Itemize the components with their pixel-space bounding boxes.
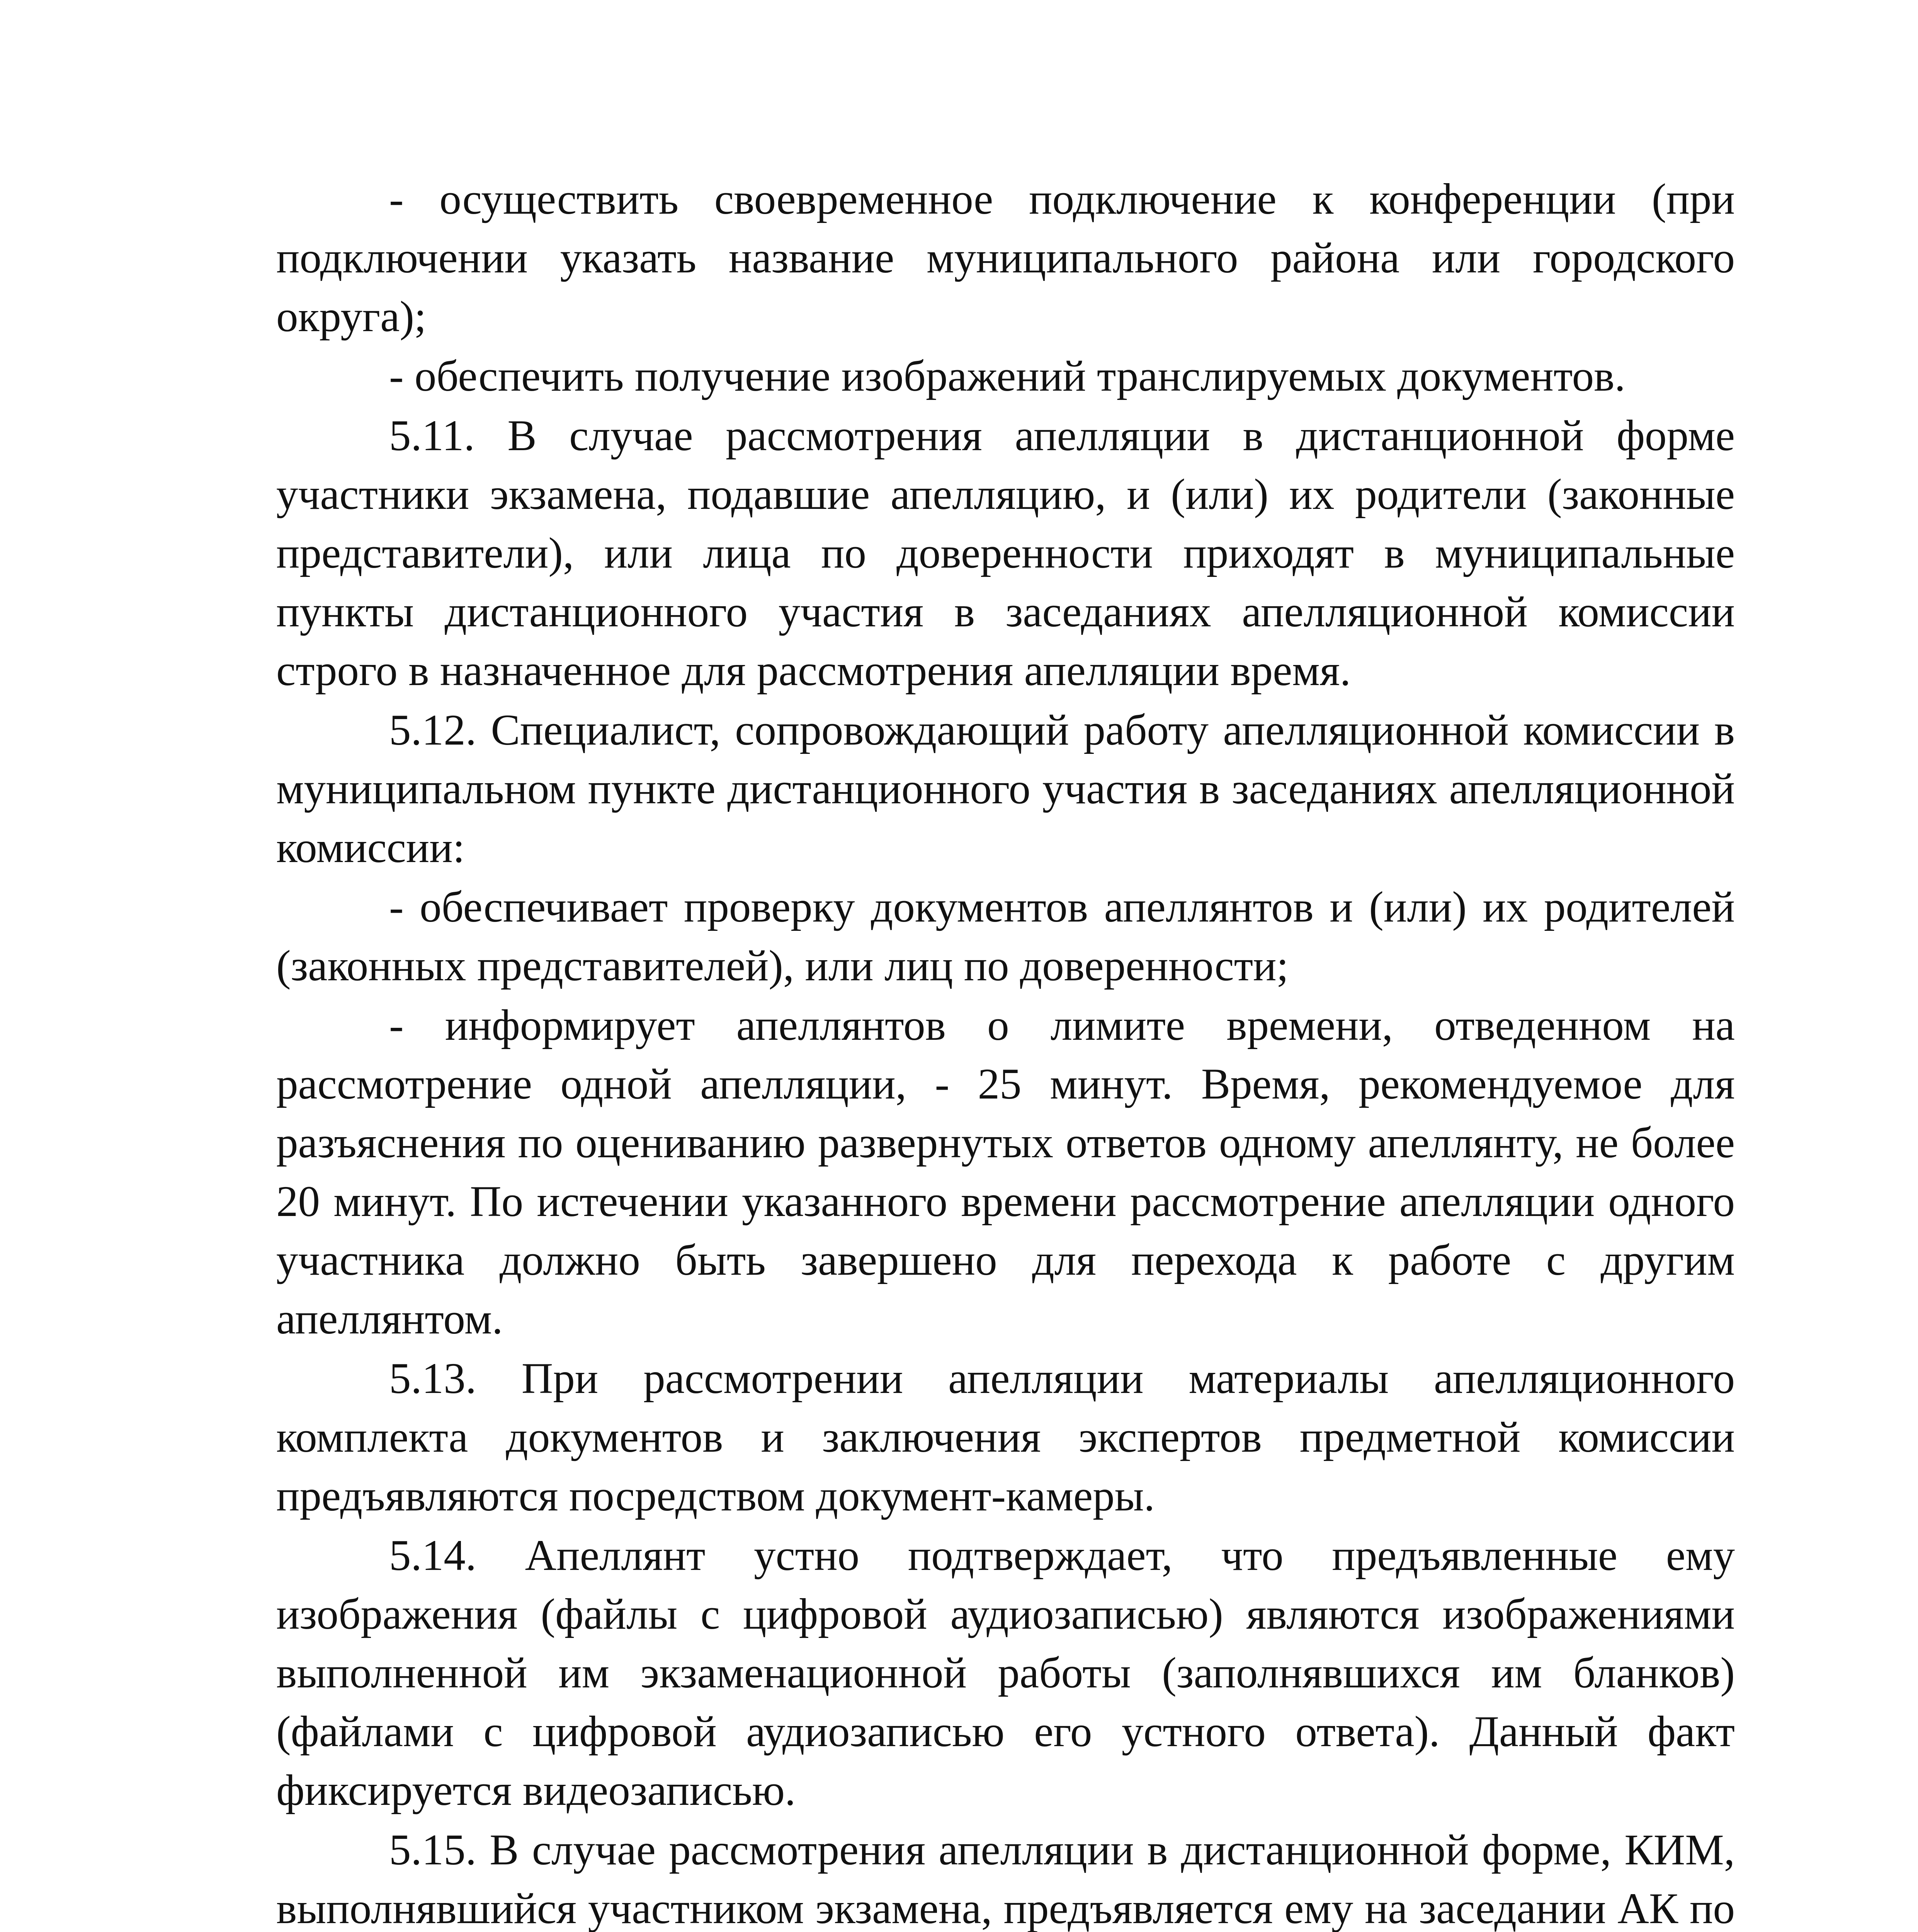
paragraph-5-14: 5.14. Апеллянт устно подтверждает, что предъявленные ему изображения (файлы с цифровой аудиозаписью) являются изображениями выполненной им экзаменационной работы (заполнявшихся им бланков) (файлами с цифровой аудиозаписью его устного ответа). Данный факт фиксируется видеозаписью. bbox=[276, 1531, 1735, 1815]
paragraph-5-13: 5.13. При рассмотрении апелляции материалы апелляционного комплекта документов и заключения экспертов предметной комиссии предъявляются посредством документ-камеры. bbox=[276, 1354, 1735, 1520]
paragraph-time-limit: - информирует апеллянтов о лимите времени, отведенном на рассмотрение одной апелляции, - 25 минут. Время, рекомендуемое для разъяснения по оцениванию развернутых ответов одному апеллянту, не более 20 минут. По истечении указанного времени рассмотрение апелляции одного участника должно быть завершено для перехода к работе с другим апеллянтом. bbox=[276, 1001, 1735, 1343]
paragraph-5-11: 5.11. В случае рассмотрения апелляции в дистанционной форме участники экзамена, подавшие апелляцию, и (или) их родители (законные представители), или лица по доверенности приходят в муниципальные пункты дистанционного участия в заседаниях апелляционной комиссии строго в назначенное для рассмотрения апелляции время. bbox=[276, 412, 1735, 695]
paragraph-document-check: - обеспечивает проверку документов апеллянтов и (или) их родителей (законных представителей), или лиц по доверенности; bbox=[276, 883, 1735, 990]
paragraph-conference-connection: - осуществить своевременное подключение к конференции (при подключении указать название муниципального района или городского округа); bbox=[276, 175, 1735, 341]
paragraph-5-15: 5.15. В случае рассмотрения апелляции в дистанционной форме, КИМ, выполнявшийся участником экзамена, предъявляется ему на заседании АК по bbox=[276, 1826, 1735, 1932]
document-body bbox=[276, 170, 1735, 1932]
paragraph-document-images: - обеспечить получение изображений транслируемых документов. bbox=[389, 352, 1626, 400]
paragraph-5-12: 5.12. Специалист, сопровождающий работу апелляционной комиссии в муниципальном пункте дистанционного участия в заседаниях апелляционной комиссии: bbox=[276, 706, 1735, 872]
